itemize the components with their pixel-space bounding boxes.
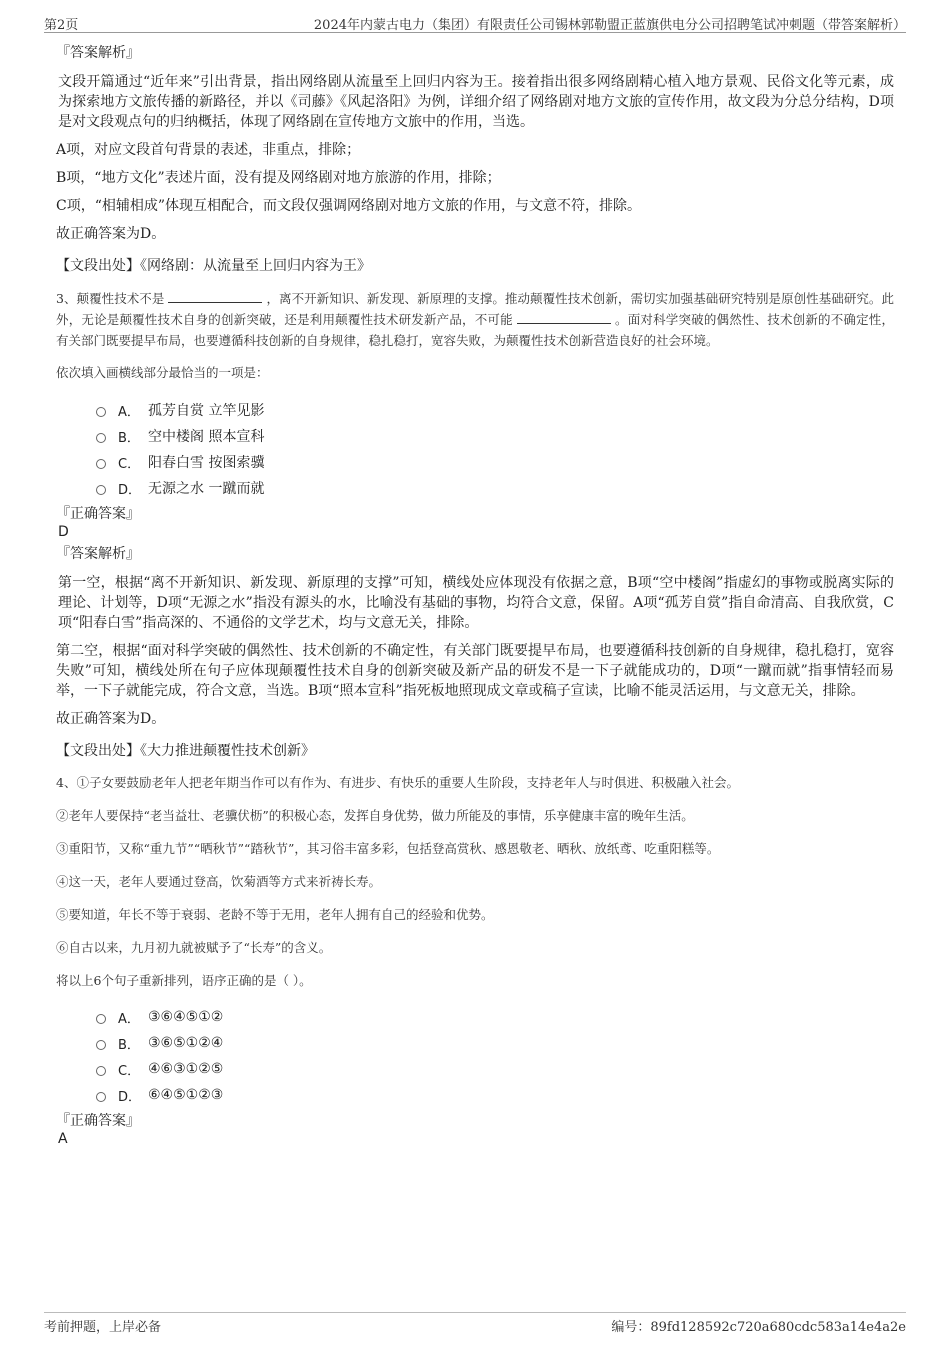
option-b[interactable]: B． 空中楼阁 照本宣科: [96, 423, 894, 449]
analysis-paragraph: 文段开篇通过“近年来”引出背景，指出网络剧从流量至上回归内容为王。接着指出很多网络剧精心植入地方景观、民俗文化等元素，成为探索地方文旅传播的新路径，并以《司藤》《风起洛阳》为例，详细介绍了网络剧对地方文旅的宣传作用，故文段为分总分结构，D项是对文段观点句的归纳概括，体现了网络剧在宣传地方文旅中的作用，当选。: [58, 74, 894, 130]
document-title: 2024年内蒙古电力（集团）有限责任公司锡林郭勒盟正蓝旗供电分公司招聘笔试冲刺题（带答案解析）: [313, 18, 906, 33]
option-d[interactable]: D． ⑥④⑤①②③: [96, 1082, 894, 1108]
analysis-label: 『答案解析』: [56, 45, 140, 61]
document-id: 编号：89fd128592c720a680cdc583a14e4a2e: [611, 1320, 906, 1335]
fill-blank: [168, 290, 262, 303]
correct-answer-label: 『正确答案』: [56, 1113, 140, 1129]
sentence: ④这一天，老年人要通过登高，饮菊酒等方式来祈祷长寿。: [56, 874, 382, 889]
page-number: 第2页: [44, 18, 79, 33]
page-content: [56, 44, 894, 1152]
option-b[interactable]: B． ③⑥⑤①②④: [96, 1030, 894, 1056]
analysis-paragraph: B项，“地方文化”表述片面，没有提及网络剧对地方旅游的作用，排除；: [56, 170, 501, 186]
analysis-paragraph: 故正确答案为D。: [56, 711, 166, 727]
sentence: ③重阳节，又称“重九节”“晒秋节”“踏秋节”，其习俗丰富多彩，包括登高赏秋、感恩敬老、晒秋、放纸鸢、吃重阳糕等。: [56, 841, 720, 856]
correct-answer: D: [58, 524, 69, 540]
sentence: ②老年人要保持“老当益壮、老骥伏枥”的积极心态，发挥自身优势，做力所能及的事情，乐享健康丰富的晚年生活。: [56, 808, 694, 823]
question-4-options: [96, 1004, 894, 1108]
sentence: 4、①子女要鼓励老年人把老年期当作可以有作为、有进步、有快乐的重要人生阶段，支持老年人与时俱进、积极融入社会。: [56, 775, 739, 790]
sentence: ⑥自古以来，九月初九就被赋予了“长寿”的含义。: [56, 940, 332, 955]
option-d[interactable]: D． 无源之水 一蹴而就: [96, 475, 894, 501]
fill-blank: [517, 311, 611, 324]
source-citation: 【文段出处】《大力推进颠覆性技术创新》: [56, 743, 315, 759]
radio-button[interactable]: [96, 1092, 106, 1102]
page-footer: [44, 1312, 906, 1335]
footer-slogan: 考前押题，上岸必备: [44, 1320, 162, 1335]
question-prompt: 依次填入画横线部分最恰当的一项是：: [56, 365, 269, 380]
option-c[interactable]: C． 阳春白雪 按图索骥: [96, 449, 894, 475]
correct-answer-label: 『正确答案』: [56, 506, 140, 522]
radio-button[interactable]: [96, 407, 106, 417]
analysis-paragraph: A项，对应文段首句背景的表述，非重点，排除；: [56, 142, 361, 158]
correct-answer: A: [58, 1131, 68, 1147]
question-3-options: [96, 397, 894, 501]
radio-button[interactable]: [96, 459, 106, 469]
page-header: [44, 14, 906, 33]
analysis-paragraph: C项，“相辅相成”体现互相配合，而文段仅强调网络剧对地方文旅的作用，与文意不符，排除。: [56, 198, 642, 214]
sentence: ⑤要知道，年长不等于衰弱、老龄不等于无用，老年人拥有自己的经验和优势。: [56, 907, 494, 922]
option-a[interactable]: A． ③⑥④⑤①②: [96, 1004, 894, 1030]
radio-button[interactable]: [96, 1014, 106, 1024]
radio-button[interactable]: [96, 433, 106, 443]
radio-button[interactable]: [96, 485, 106, 495]
radio-button[interactable]: [96, 1066, 106, 1076]
radio-button[interactable]: [96, 1040, 106, 1050]
analysis-label: 『答案解析』: [56, 546, 140, 562]
source-citation: 【文段出处】《网络剧：从流量至上回归内容为王》: [56, 258, 371, 274]
option-c[interactable]: C． ④⑥③①②⑤: [96, 1056, 894, 1082]
question-prompt: 将以上6个句子重新排列，语序正确的是（ ）。: [56, 973, 312, 988]
option-a[interactable]: A． 孤芳自赏 立竿见影: [96, 397, 894, 423]
analysis-paragraph: 故正确答案为D。: [56, 226, 166, 242]
analysis-paragraph: 第一空，根据“离不开新知识、新发现、新原理的支撑”可知，横线处应体现没有依据之意，B项“空中楼阁”指虚幻的事物或脱离实际的理论、计划等，D项“无源之水”指没有源头的水，比喻没有基础的事物，均符合文意，保留。A项“孤芳自赏”指自命清高、自我欣赏，C项“阳春白雪”指高深的、不通俗的文学艺术，均与文意无关，排除。: [58, 575, 894, 631]
analysis-paragraph: 第二空，根据“面对科学突破的偶然性、技术创新的不确定性，有关部门既要提早布局，也要遵循科技创新的自身规律，稳扎稳打，宽容失败”可知，横线处所在句子应体现颠覆性技术自身的创新突破及新产品的研发不是一下子就能成功的，D项“一蹴而就”指事情轻而易举，一下子就能完成，符合文意，当选。B项“照本宣科”指死板地照现成文章或稿子宣读，比喻不能灵活运用，与文意无关，排除。: [56, 643, 894, 699]
question-3-text: 3、颠覆性技术不是 ，离不开新知识、新发现、新原理的支撑。推动颠覆性技术创新，需切实加强基础研究特别是原创性基础研究。此外，无论是颠覆性技术自身的创新突破，还是利用颠覆性技术研发新产品，不可能 。面对科学突破的偶然性、技术创新的不确定性，有关部门既要提早布局，也要遵循科技创新的自身规律，稳扎稳打，宽容失败，为颠覆性技术创新营造良好的社会环境。: [56, 291, 894, 348]
